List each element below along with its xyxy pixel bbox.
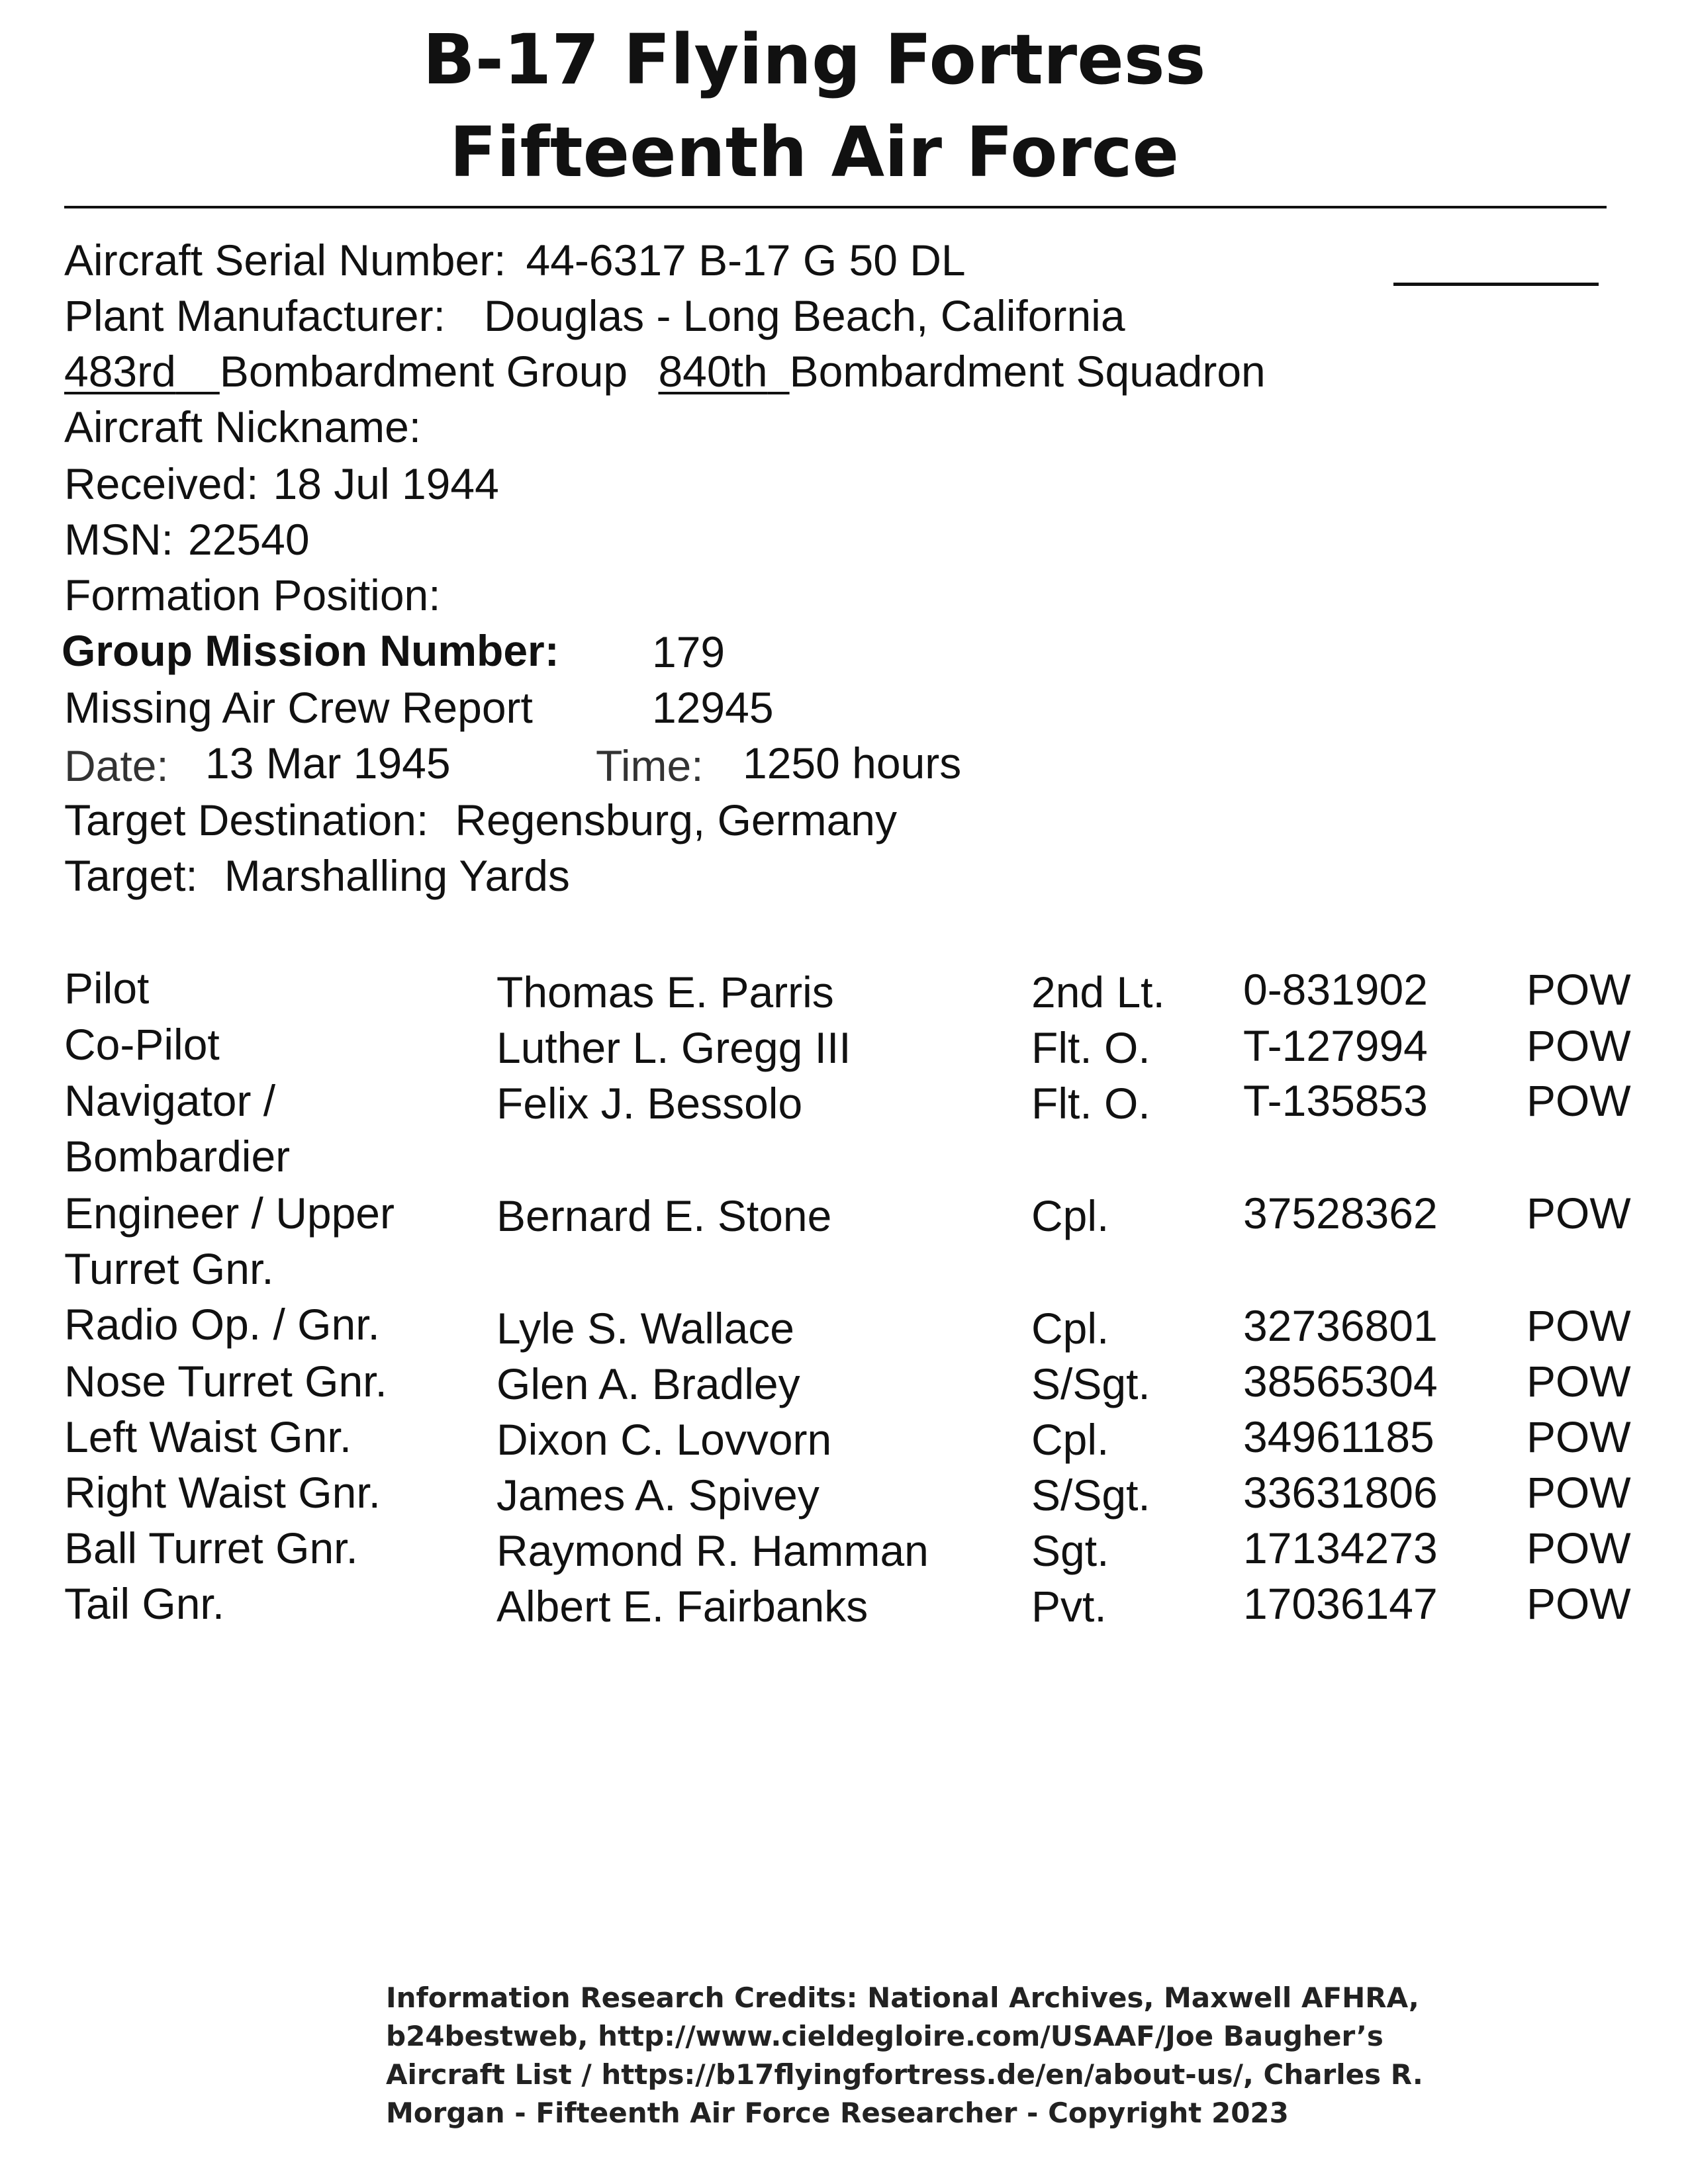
crew-serial: 38565304 bbox=[1243, 1357, 1438, 1406]
crew-serial: 17134273 bbox=[1243, 1524, 1438, 1572]
crew-rank: 2nd Lt. bbox=[1031, 968, 1165, 1017]
crew-position: Nose Turret Gnr. bbox=[64, 1357, 387, 1406]
crew-position: Left Waist Gnr. bbox=[64, 1412, 352, 1461]
crew-status: POW bbox=[1526, 1076, 1631, 1125]
date-label: Date: bbox=[64, 741, 169, 790]
crew-name: Thomas E. Parris bbox=[496, 968, 834, 1017]
crew-serial: 33631806 bbox=[1243, 1468, 1438, 1517]
crew-position-continued: Bombardier bbox=[64, 1132, 291, 1181]
nickname-label: Aircraft Nickname: bbox=[64, 402, 422, 451]
squadron-number: 840th bbox=[658, 347, 768, 396]
crew-position: Right Waist Gnr. bbox=[64, 1468, 381, 1517]
msn-row bbox=[64, 515, 310, 564]
crew-name: James A. Spivey bbox=[496, 1471, 820, 1520]
crew-serial: 32736801 bbox=[1243, 1301, 1438, 1350]
destination-value: Regensburg, Germany bbox=[455, 796, 897, 844]
serial-blank-line bbox=[1393, 283, 1599, 286]
received-row bbox=[64, 459, 499, 508]
crew-serial: 17036147 bbox=[1243, 1579, 1438, 1628]
group-number: 483rd bbox=[64, 347, 176, 396]
macr-label: Missing Air Crew Report bbox=[64, 683, 533, 732]
crew-rank: Cpl. bbox=[1031, 1415, 1109, 1464]
crew-rank: Cpl. bbox=[1031, 1191, 1109, 1240]
crew-rank: Flt. O. bbox=[1031, 1023, 1150, 1072]
squadron-label: Bombardment Squadron bbox=[789, 347, 1266, 396]
title-line-1: B-17 Flying Fortress bbox=[422, 19, 1206, 100]
credits-line: b24bestweb, http://www.cieldegloire.com/USAAF/Joe Baugher’s bbox=[386, 2020, 1383, 2052]
credits-line: Morgan - Fifteenth Air Force Researcher - Copyright 2023 bbox=[386, 2097, 1289, 2129]
crew-serial: T-127994 bbox=[1243, 1021, 1428, 1070]
crew-status: POW bbox=[1526, 1524, 1631, 1572]
time-value: 1250 hours bbox=[743, 739, 962, 788]
crew-name: Lyle S. Wallace bbox=[496, 1304, 794, 1353]
formation-label: Formation Position: bbox=[64, 570, 441, 619]
crew-position-continued: Turret Gnr. bbox=[64, 1244, 274, 1293]
crew-name: Glen A. Bradley bbox=[496, 1359, 800, 1408]
crew-position: Engineer / Upper bbox=[64, 1189, 395, 1238]
crew-rank: Pvt. bbox=[1031, 1582, 1107, 1631]
title-line-2: Fifteenth Air Force bbox=[449, 112, 1180, 193]
crew-name: Dixon C. Lovvorn bbox=[496, 1415, 832, 1464]
crew-rank: Sgt. bbox=[1031, 1526, 1109, 1575]
crew-serial: 0-831902 bbox=[1243, 965, 1428, 1014]
msn-label: MSN: bbox=[64, 515, 173, 564]
destination-row bbox=[64, 798, 897, 842]
credits-line: Information Research Credits: National Archives, Maxwell AFHRA, bbox=[386, 1981, 1419, 2014]
research-credits bbox=[386, 1979, 1423, 2132]
group-row bbox=[64, 347, 1266, 396]
crew-position: Ball Turret Gnr. bbox=[64, 1524, 358, 1572]
time-label: Time: bbox=[596, 741, 704, 790]
crew-name: Albert E. Fairbanks bbox=[496, 1582, 868, 1631]
target-label: Target: bbox=[64, 851, 198, 900]
serial-label: Aircraft Serial Number: bbox=[64, 236, 506, 285]
crew-name: Bernard E. Stone bbox=[496, 1191, 832, 1240]
target-row bbox=[64, 851, 570, 900]
crew-status: POW bbox=[1526, 1579, 1631, 1628]
msn-value: 22540 bbox=[188, 515, 310, 564]
crew-position: Navigator / bbox=[64, 1076, 276, 1125]
crew-status: POW bbox=[1526, 1301, 1631, 1350]
crew-rank: S/Sgt. bbox=[1031, 1359, 1150, 1408]
destination-label: Target Destination: bbox=[64, 796, 429, 844]
crew-name: Felix J. Bessolo bbox=[496, 1079, 803, 1128]
manufacturer-value: Douglas - Long Beach, California bbox=[483, 291, 1125, 340]
crew-status: POW bbox=[1526, 965, 1631, 1014]
group-label: Bombardment Group bbox=[219, 347, 628, 396]
crew-position: Tail Gnr. bbox=[64, 1579, 225, 1628]
crew-name: Luther L. Gregg III bbox=[496, 1023, 851, 1072]
crew-status: POW bbox=[1526, 1468, 1631, 1517]
mission-label: Group Mission Number: bbox=[62, 626, 559, 675]
crew-status: POW bbox=[1526, 1021, 1631, 1070]
crew-rank: Flt. O. bbox=[1031, 1079, 1150, 1128]
crew-status: POW bbox=[1526, 1189, 1631, 1238]
crew-serial: 34961185 bbox=[1243, 1412, 1434, 1461]
credits-line: Aircraft List / https://b17flyingfortress.de/en/about-us/, Charles R. bbox=[386, 2058, 1423, 2091]
crew-serial: 37528362 bbox=[1243, 1189, 1438, 1238]
mission-value: 179 bbox=[652, 627, 726, 676]
title-divider bbox=[64, 206, 1607, 208]
crew-serial: T-135853 bbox=[1243, 1076, 1428, 1125]
crew-position: Co-Pilot bbox=[64, 1020, 220, 1069]
crew-position: Radio Op. / Gnr. bbox=[64, 1300, 380, 1349]
crew-status: POW bbox=[1526, 1357, 1631, 1406]
crew-rank: Cpl. bbox=[1031, 1304, 1109, 1353]
target-value: Marshalling Yards bbox=[224, 851, 570, 900]
manufacturer-row bbox=[64, 291, 1125, 340]
crew-name: Raymond R. Hamman bbox=[496, 1526, 929, 1575]
crew-status: POW bbox=[1526, 1412, 1631, 1461]
manufacturer-label: Plant Manufacturer: bbox=[64, 291, 445, 340]
macr-value: 12945 bbox=[652, 683, 774, 732]
serial-value: 44-6317 B-17 G 50 DL bbox=[526, 236, 966, 285]
crew-position: Pilot bbox=[64, 964, 150, 1013]
date-value: 13 Mar 1945 bbox=[205, 739, 451, 788]
crew-rank: S/Sgt. bbox=[1031, 1471, 1150, 1520]
received-label: Received: bbox=[64, 459, 259, 508]
received-value: 18 Jul 1944 bbox=[273, 459, 499, 508]
serial-row bbox=[64, 236, 966, 285]
